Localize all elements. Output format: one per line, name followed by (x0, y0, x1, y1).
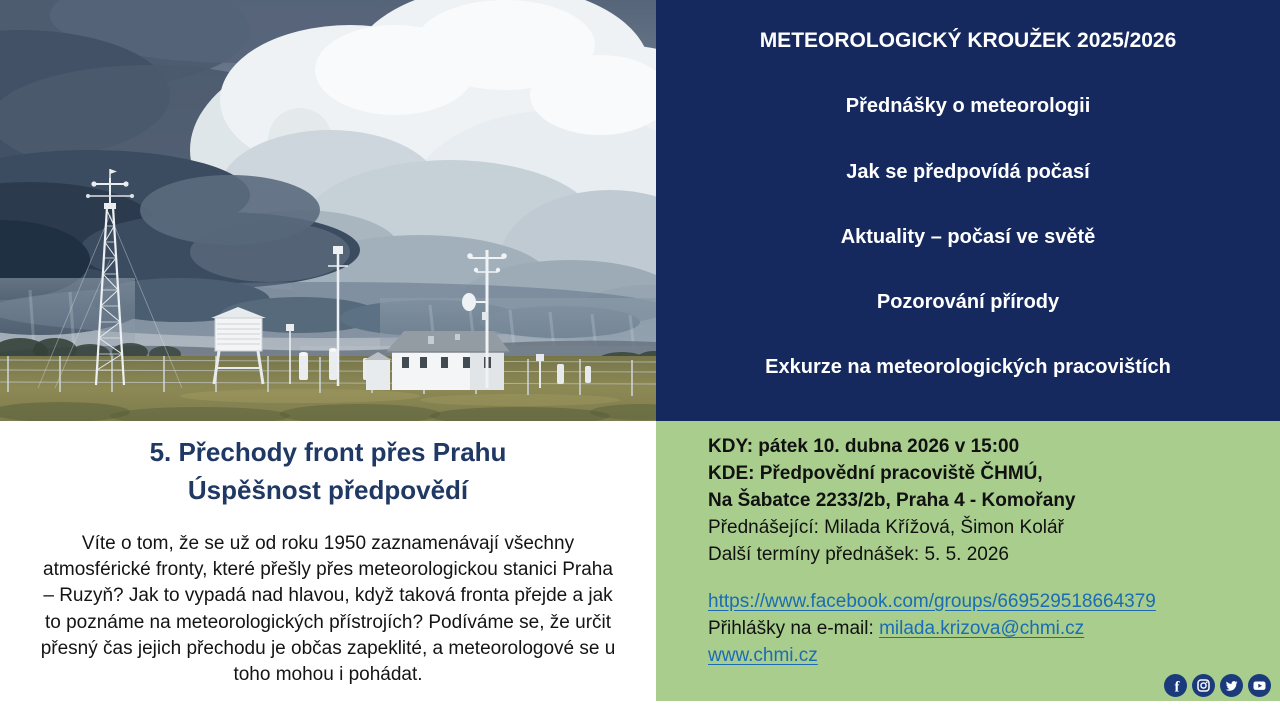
website-link[interactable]: www.chmi.cz (708, 645, 818, 666)
youtube-icon[interactable] (1248, 674, 1271, 697)
lecturers-line: Přednášející: Milada Křížová, Šimon Kolář (708, 517, 1064, 538)
topic-nature-observation: Pozorování přírody (876, 290, 1060, 313)
club-title: METEOROLOGICKÝ KROUŽEK 2025/2026 (759, 29, 1177, 52)
email-label: Přihlášky na e-mail: (708, 618, 880, 639)
topic-world-weather: Aktuality – počasí ve světě (840, 225, 1096, 248)
twitter-icon[interactable] (1220, 674, 1243, 697)
where-line: KDE: Předpovědní pracoviště ČHMÚ, (708, 463, 1043, 484)
topic-forecasting: Jak se předpovídá počasí (846, 160, 1090, 183)
info-panel (656, 421, 1280, 701)
when-line: KDY: pátek 10. dubna 2026 v 15:00 (708, 436, 1020, 457)
links-block (708, 588, 1264, 669)
instagram-icon[interactable] (1192, 674, 1215, 697)
topics-panel (656, 0, 1280, 421)
lecture-title (0, 434, 656, 510)
email-link[interactable]: milada.krizova@chmi.cz (879, 618, 1085, 639)
station-photo (0, 0, 656, 421)
address-line: Na Šabatce 2233/2b, Praha 4 - Komořany (708, 490, 1076, 511)
facebook-group-link[interactable]: https://www.facebook.com/groups/669529518664379 (708, 591, 1156, 612)
lecture-block (0, 421, 656, 720)
next-dates-line: Další termíny přednášek: 5. 5. 2026 (708, 544, 1009, 565)
topic-lectures: Přednášky o meteorologii (845, 95, 1091, 118)
social-icons-row (1164, 674, 1271, 697)
facebook-icon[interactable] (1164, 674, 1187, 697)
lecture-title-line1: 5. Přechody front přes Prahu (149, 437, 507, 467)
lecture-description: Víte o tom, že se už od roku 1950 zaznamenávají všechny atmosférické fronty, které přešly přes meteorologickou stanici Praha – Ruzyň? Jak to vypadá nad hlavou, když taková fronta přejde a jak to poznáme na meteorologických přístrojích? Podíváme se, že určit přesný čas jejich přechodu je občas zapeklité, a meteorologové se u toho mohou i pohádat. (40, 532, 616, 685)
lecture-title-line2: Úspěšnost předpovědí (187, 474, 469, 505)
svg-text:f: f (1174, 679, 1180, 696)
topic-excursions: Exkurze na meteorologických pracovištích (765, 355, 1171, 378)
